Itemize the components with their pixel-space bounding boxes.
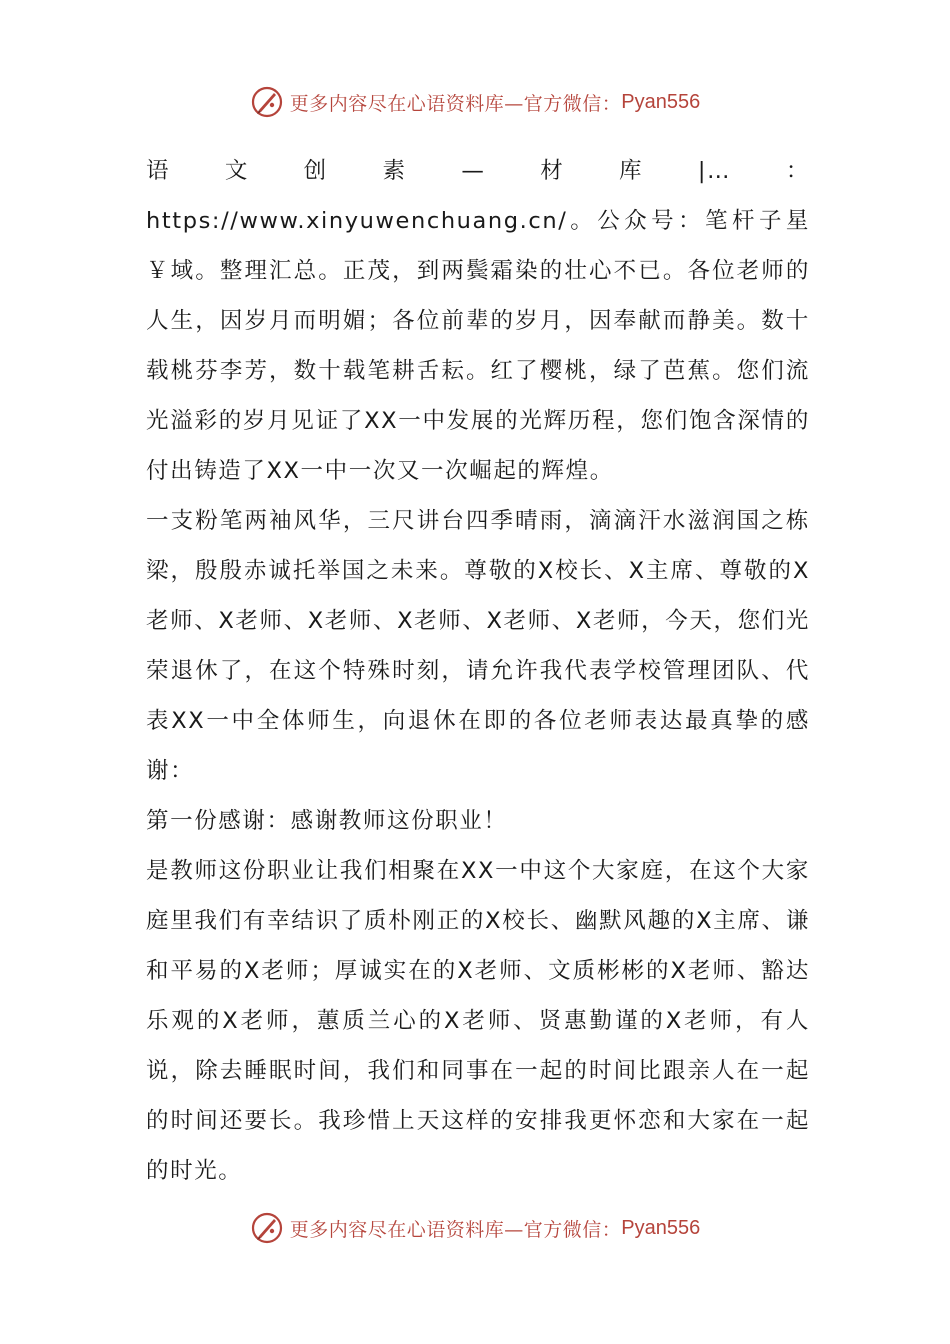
footer-banner-text: 更多内容尽在心语资料库—官方微信： bbox=[289, 1218, 622, 1241]
footer-banner bbox=[0, 1208, 950, 1248]
header-wechat-id: Pyan556 bbox=[621, 90, 701, 113]
quill-pen-logo-icon bbox=[250, 1211, 284, 1245]
paragraph-heading-first-thanks: 第一份感谢：感谢教师这份职业！ bbox=[146, 808, 508, 834]
paragraph-address: 一支粉笔两袖风华，三尺讲台四季晴雨，滴滴汗水滋润国之栋梁，殷殷赤诚托举国之未来。尊敬的X校长、X主席、尊敬的X老师、X老师、X老师、X老师、X老师、X老师，今天，您们光荣退休了，在这个特殊时刻，请允许我代表学校管理团队、代表XX一中全体师生，向退休在即的各位老师表达最真挚的感谢： bbox=[146, 508, 810, 784]
paragraph-intro: 语文创素—材库|…：https://www.xinyuwenchuang.cn/。公众号：笔杆子星￥域。整理汇总。正茂，到两鬓霜染的壮心不已。各位老师的人生，因岁月而明媚；各位前辈的岁月，因奉献而静美。数十载桃芬李芳，数十载笔耕舌耘。红了樱桃，绿了芭蕉。您们流光溢彩的岁月见证了XX一中发展的光辉历程，您们饱含深情的付出铸造了XX一中一次又一次崛起的辉煌。 bbox=[146, 158, 810, 484]
header-banner-text: 更多内容尽在心语资料库—官方微信： bbox=[289, 92, 622, 115]
footer-wechat-id: Pyan556 bbox=[621, 1216, 701, 1239]
paragraph-first-thanks-body: 是教师这份职业让我们相聚在XX一中这个大家庭，在这个大家庭里我们有幸结识了质朴刚正的X校长、幽默风趣的X主席、谦和平易的X老师；厚诚实在的X老师、文质彬彬的X老师、豁达乐观的X老师，蕙质兰心的X老师、贤惠勤谨的X老师，有人说，除去睡眠时间，我们和同事在一起的时间比跟亲人在一起的时间还要长。我珍惜上天这样的安排我更怀恋和大家在一起的时光。 bbox=[146, 858, 810, 1184]
quill-pen-logo-icon bbox=[250, 85, 284, 119]
header-banner bbox=[0, 82, 950, 122]
document-body bbox=[146, 146, 810, 1196]
